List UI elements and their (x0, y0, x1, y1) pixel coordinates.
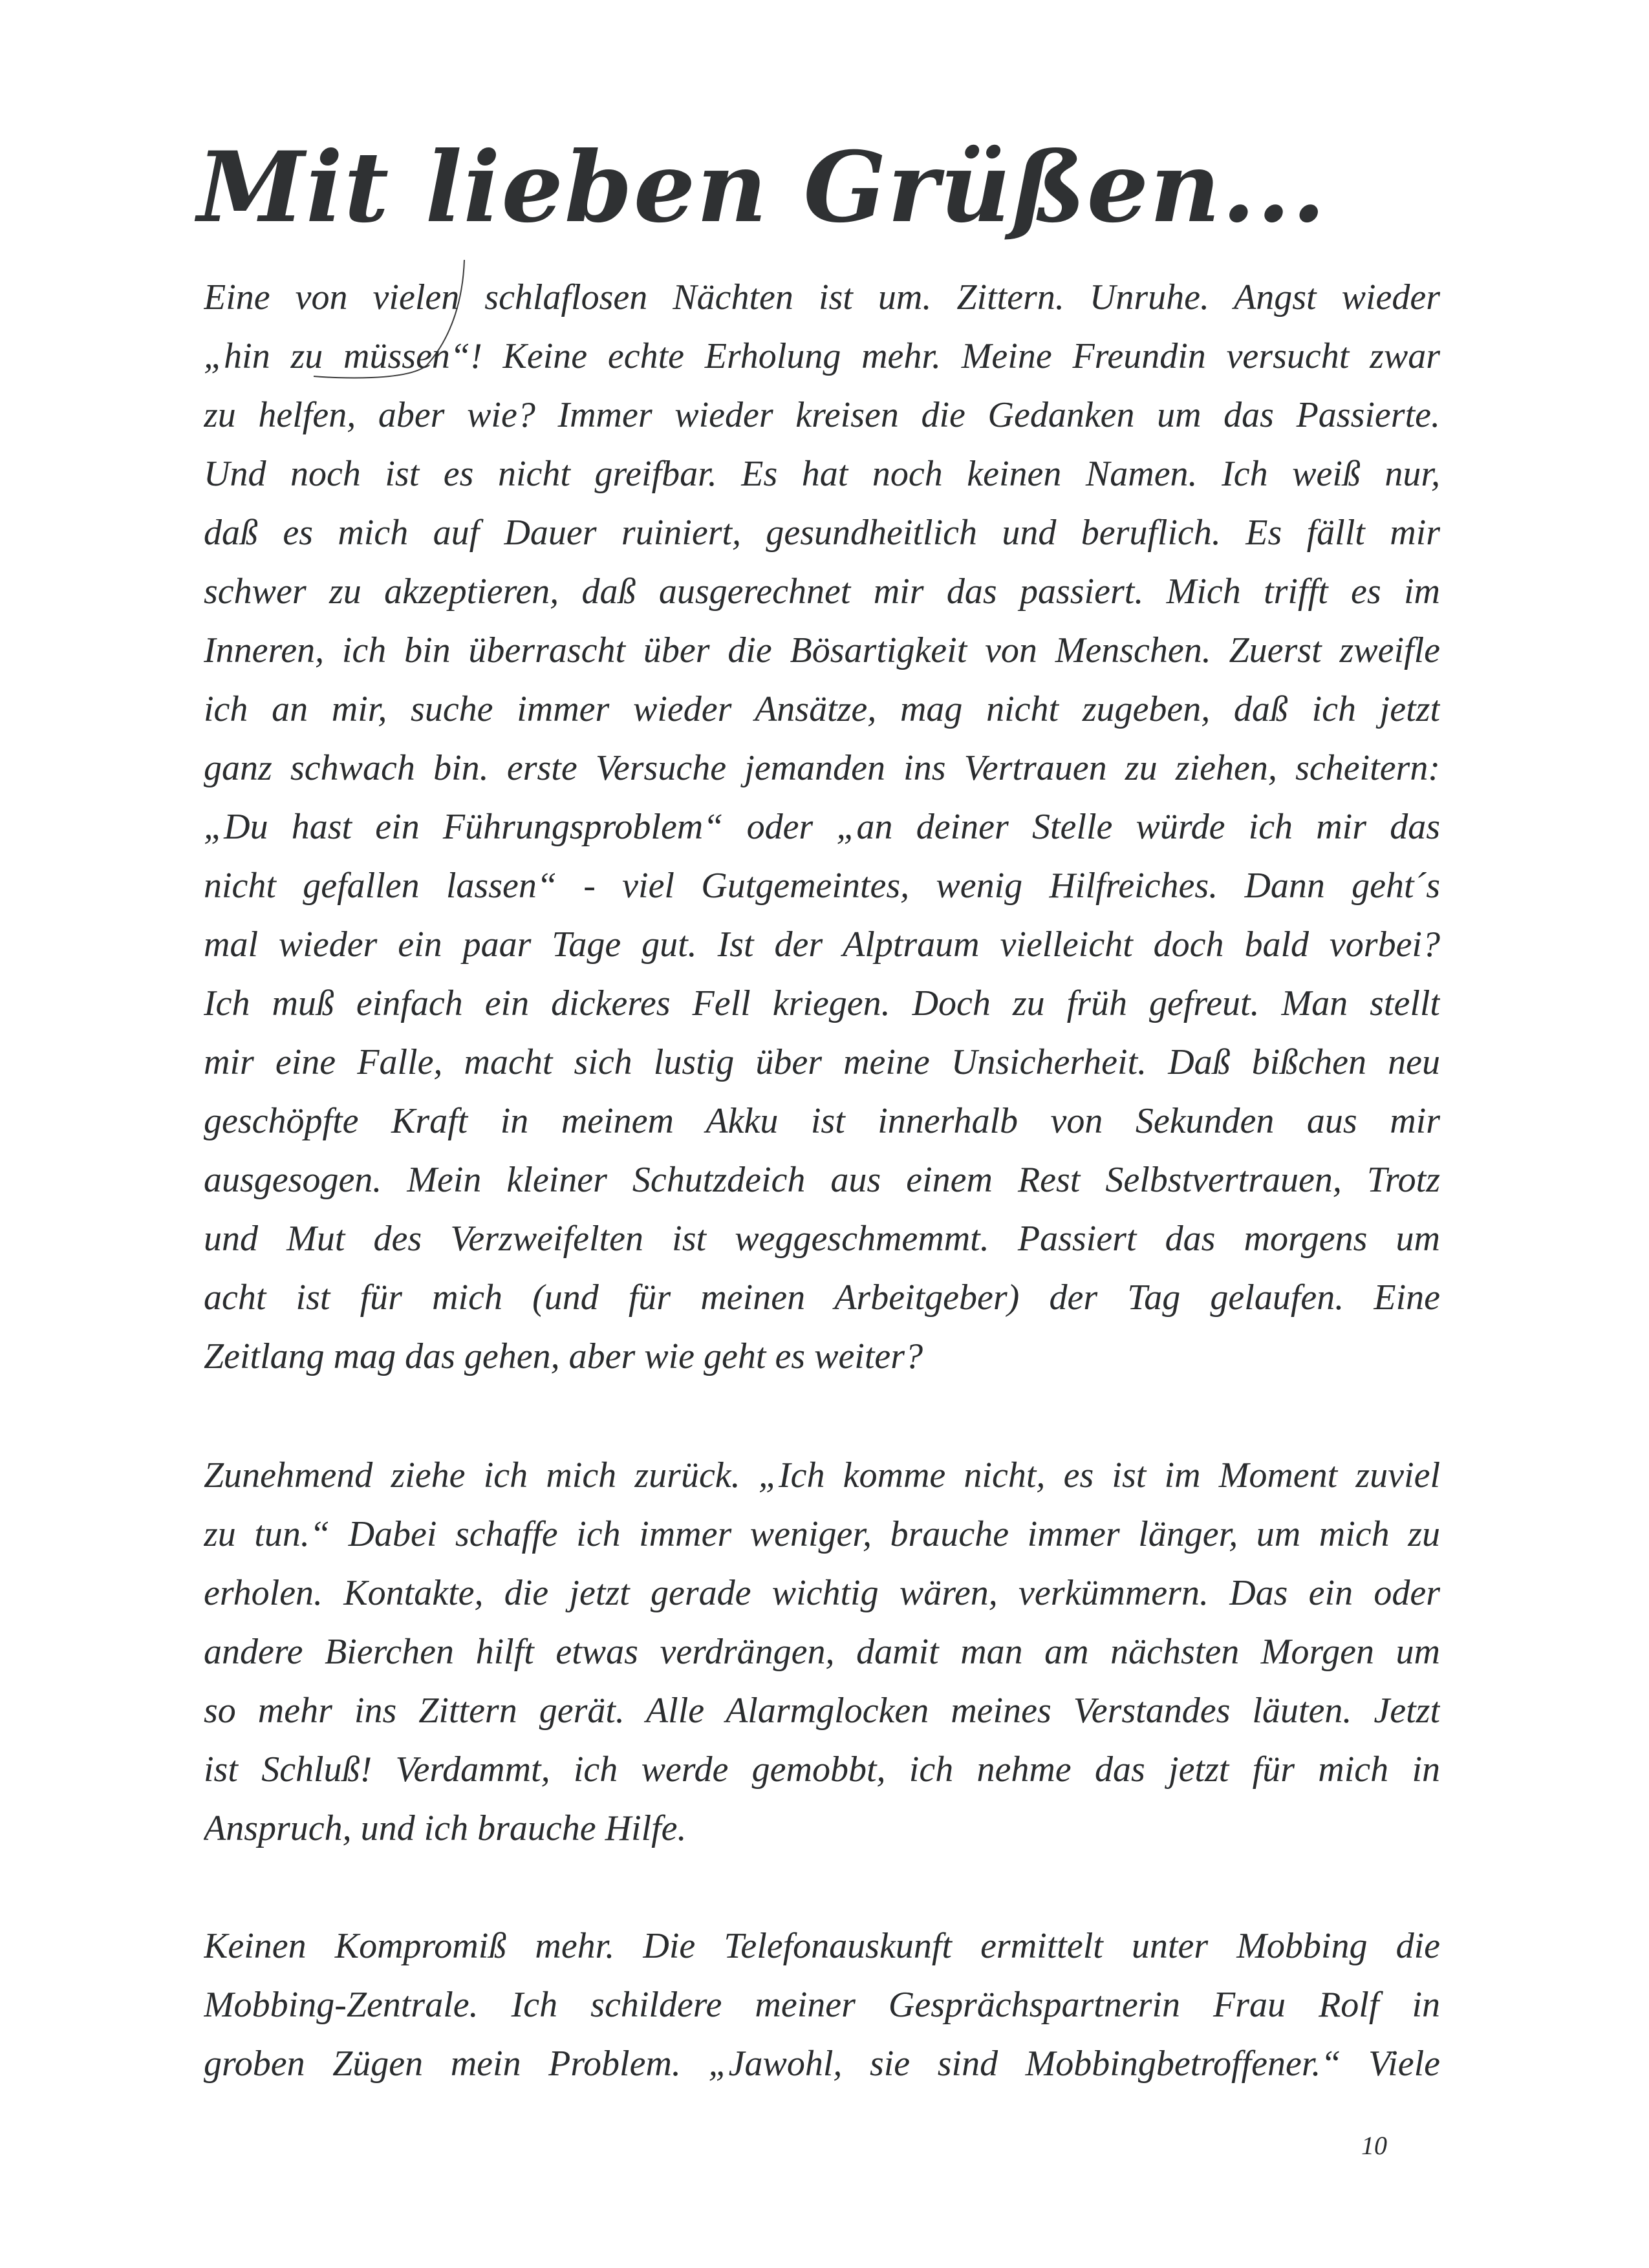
text-line: Eine von vielen schlaflosen Nächten ist um. Zittern. Unruhe. Angst wieder (204, 277, 1440, 317)
text-line: „Du hast ein Führungsproblem“ oder „an deiner Stelle würde ich mir das (204, 807, 1440, 847)
text-line: und Mut des Verzweifelten ist weggeschmemmt. Passiert das morgens um (204, 1219, 1440, 1259)
page-title: Mit lieben Grüßen... (197, 131, 1327, 244)
text-line: so mehr ins Zittern gerät. Alle Alarmglocken meines Verstandes läuten. Jetzt (204, 1691, 1440, 1731)
text-line: ausgesogen. Mein kleiner Schutzdeich aus einem Rest Selbstvertrauen, Trotz (204, 1160, 1440, 1200)
text-line: Mobbing-Zentrale. Ich schildere meiner Gesprächspartnerin Frau Rolf in (204, 1985, 1440, 2025)
text-line: geschöpfte Kraft in meinem Akku ist innerhalb von Sekunden aus mir (204, 1101, 1440, 1141)
text-line: nicht gefallen lassen“ - viel Gutgemeintes, wenig Hilfreiches. Dann geht´s (204, 866, 1440, 906)
text-line: Und noch ist es nicht greifbar. Es hat noch keinen Namen. Ich weiß nur, (204, 454, 1440, 494)
page-number: 10 (1361, 2131, 1387, 2160)
text-line: „hin zu müssen“! Keine echte Erholung mehr. Meine Freundin versucht zwar (204, 336, 1440, 376)
text-line: acht ist für mich (und für meinen Arbeitgeber) der Tag gelaufen. Eine (204, 1278, 1440, 1318)
text-line: mir eine Falle, macht sich lustig über meine Unsicherheit. Daß bißchen neu (204, 1042, 1440, 1082)
text-line: zu helfen, aber wie? Immer wieder kreisen die Gedanken um das Passierte. (204, 395, 1440, 435)
text-line: Zeitlang mag das gehen, aber wie geht es weiter? (204, 1336, 923, 1376)
text-line: Zunehmend ziehe ich mich zurück. „Ich komme nicht, es ist im Moment zuviel (204, 1455, 1440, 1495)
text-line: ich an mir, suche immer wieder Ansätze, mag nicht zugeben, daß ich jetzt (204, 689, 1440, 729)
text-line: groben Zügen mein Problem. „Jawohl, sie sind Mobbingbetroffener.“ Viele (204, 2044, 1440, 2084)
paragraph-1 (204, 268, 1440, 1386)
text-line: mal wieder ein paar Tage gut. Ist der Alptraum vielleicht doch bald vorbei? (204, 925, 1440, 965)
text-line: Keinen Kompromiß mehr. Die Telefonauskunft ermittelt unter Mobbing die (204, 1926, 1440, 1966)
text-line: zu tun.“ Dabei schaffe ich immer weniger, brauche immer länger, um mich zu (204, 1514, 1440, 1554)
text-line: erholen. Kontakte, die jetzt gerade wichtig wären, verkümmern. Das ein oder (204, 1573, 1440, 1613)
paragraph-2 (204, 1446, 1440, 1858)
text-line: Inneren, ich bin überrascht über die Bösartigkeit von Menschen. Zuerst zweifle (204, 630, 1440, 670)
paragraph-3 (204, 1917, 1440, 2093)
text-line: andere Bierchen hilft etwas verdrängen, damit man am nächsten Morgen um (204, 1632, 1440, 1672)
text-line: Anspruch, und ich brauche Hilfe. (204, 1808, 687, 1848)
text-line: Ich muß einfach ein dickeres Fell kriegen. Doch zu früh gefreut. Man stellt (204, 983, 1440, 1023)
text-line: daß es mich auf Dauer ruiniert, gesundheitlich und beruflich. Es fällt mir (204, 513, 1440, 553)
text-line: ist Schluß! Verdammt, ich werde gemobbt, ich nehme das jetzt für mich in (204, 1749, 1440, 1790)
text-line: schwer zu akzeptieren, daß ausgerechnet mir das passiert. Mich trifft es im (204, 572, 1440, 612)
text-line: ganz schwach bin. erste Versuche jemanden ins Vertrauen zu ziehen, scheitern: (204, 748, 1440, 788)
